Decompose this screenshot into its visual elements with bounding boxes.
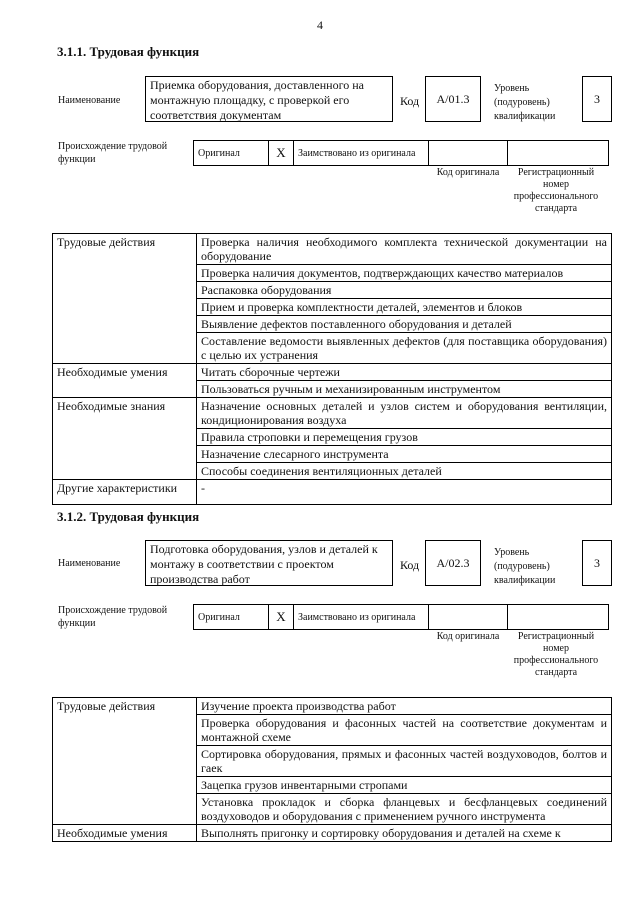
- code-original-caption: Код оригинала: [436, 631, 500, 642]
- code-label: Код: [400, 94, 420, 108]
- row-category: Трудовые действия: [53, 234, 197, 364]
- code-original-cell: [429, 605, 508, 630]
- function-details-table-1: [52, 233, 612, 505]
- row-item: Распаковка оборудования: [197, 282, 612, 299]
- row-category: Трудовые действия: [53, 698, 197, 825]
- row-item: Назначение основных деталей и узлов систем и оборудования вентиляции, кондиционирования воздуха: [197, 398, 612, 429]
- row-item: Читать сборочные чертежи: [197, 364, 612, 381]
- row-item: Проверка наличия документов, подтверждающих качество материалов: [197, 265, 612, 282]
- level-label: Уровень (подуровень) квалификации: [494, 83, 556, 122]
- table-row: [53, 698, 612, 715]
- row-item: Пользоваться ручным и механизированным инструментом: [197, 381, 612, 398]
- table-row: [53, 480, 612, 505]
- row-item: Выполнять пригонку и сортировку оборудования и деталей на схеме к: [197, 825, 612, 842]
- row-item: Прием и проверка комплектности деталей, элементов и блоков: [197, 299, 612, 316]
- row-category: Другие характеристики: [53, 480, 197, 505]
- original-label: Оригинал: [194, 605, 269, 630]
- table-row: [53, 364, 612, 381]
- row-item: Составление ведомости выявленных дефектов (для поставщика оборудования) с целью их устранения: [197, 333, 612, 364]
- row-category: Необходимые умения: [53, 825, 197, 842]
- table-row: [53, 398, 612, 429]
- section-title-3-1-2: 3.1.2. Трудовая функция: [57, 509, 200, 524]
- code-value-box: A/01.3: [425, 76, 481, 122]
- code-value-box: A/02.3: [425, 540, 481, 586]
- page-number: 4: [317, 18, 323, 32]
- original-label: Оригинал: [194, 141, 269, 166]
- reg-number-cell: [508, 141, 609, 166]
- function-name-box: Подготовка оборудования, узлов и деталей к монтажу в соответствии с проектом производства работ: [145, 540, 393, 586]
- original-mark: X: [269, 141, 294, 166]
- row-item: Назначение слесарного инструмента: [197, 446, 612, 463]
- section-title-3-1-1: 3.1.1. Трудовая функция: [57, 44, 200, 59]
- row-item: Сортировка оборудования, прямых и фасонных частей воздуховодов, болтов и гаек: [197, 746, 612, 777]
- borrowed-label: Заимствовано из оригинала: [294, 141, 429, 166]
- level-value-box: 3: [582, 540, 612, 586]
- reg-number-caption: Регистрационный номер профессионального стандарта: [513, 167, 599, 214]
- name-label: Наименование: [58, 558, 121, 569]
- row-item: Выявление дефектов поставленного оборудования и деталей: [197, 316, 612, 333]
- row-item: Изучение проекта производства работ: [197, 698, 612, 715]
- row-item: Правила строповки и перемещения грузов: [197, 429, 612, 446]
- level-label: Уровень (подуровень) квалификации: [494, 547, 556, 586]
- row-item: Установка прокладок и сборка фланцевых и бесфланцевых соединений воздуховодов и оборудования с применением ручного инструмента: [197, 794, 612, 825]
- row-item: Проверка наличия необходимого комплекта технической документации на оборудование: [197, 234, 612, 265]
- code-original-cell: [429, 141, 508, 166]
- origin-label: Происхождение трудовой функции: [58, 141, 168, 165]
- function-name-box: Приемка оборудования, доставленного на монтажную площадку, с проверкой его соответствия документам: [145, 76, 393, 122]
- name-label: Наименование: [58, 95, 121, 106]
- level-value-box: 3: [582, 76, 612, 122]
- code-original-caption: Код оригинала: [436, 167, 500, 178]
- original-mark: X: [269, 605, 294, 630]
- row-item: Проверка оборудования и фасонных частей на соответствие документам и монтажной схеме: [197, 715, 612, 746]
- origin-label: Происхождение трудовой функции: [58, 605, 168, 629]
- function-details-table-2: [52, 697, 612, 842]
- row-item: Способы соединения вентиляционных деталей: [197, 463, 612, 480]
- code-label: Код: [400, 558, 420, 572]
- row-category: Необходимые знания: [53, 398, 197, 480]
- row-category: Необходимые умения: [53, 364, 197, 398]
- borrowed-label: Заимствовано из оригинала: [294, 605, 429, 630]
- origin-table: [193, 140, 609, 166]
- row-item: Зацепка грузов инвентарными стропами: [197, 777, 612, 794]
- table-row: [53, 825, 612, 842]
- origin-table: [193, 604, 609, 630]
- row-item: -: [197, 480, 612, 505]
- table-row: [53, 234, 612, 265]
- reg-number-cell: [508, 605, 609, 630]
- reg-number-caption: Регистрационный номер профессионального стандарта: [513, 631, 599, 678]
